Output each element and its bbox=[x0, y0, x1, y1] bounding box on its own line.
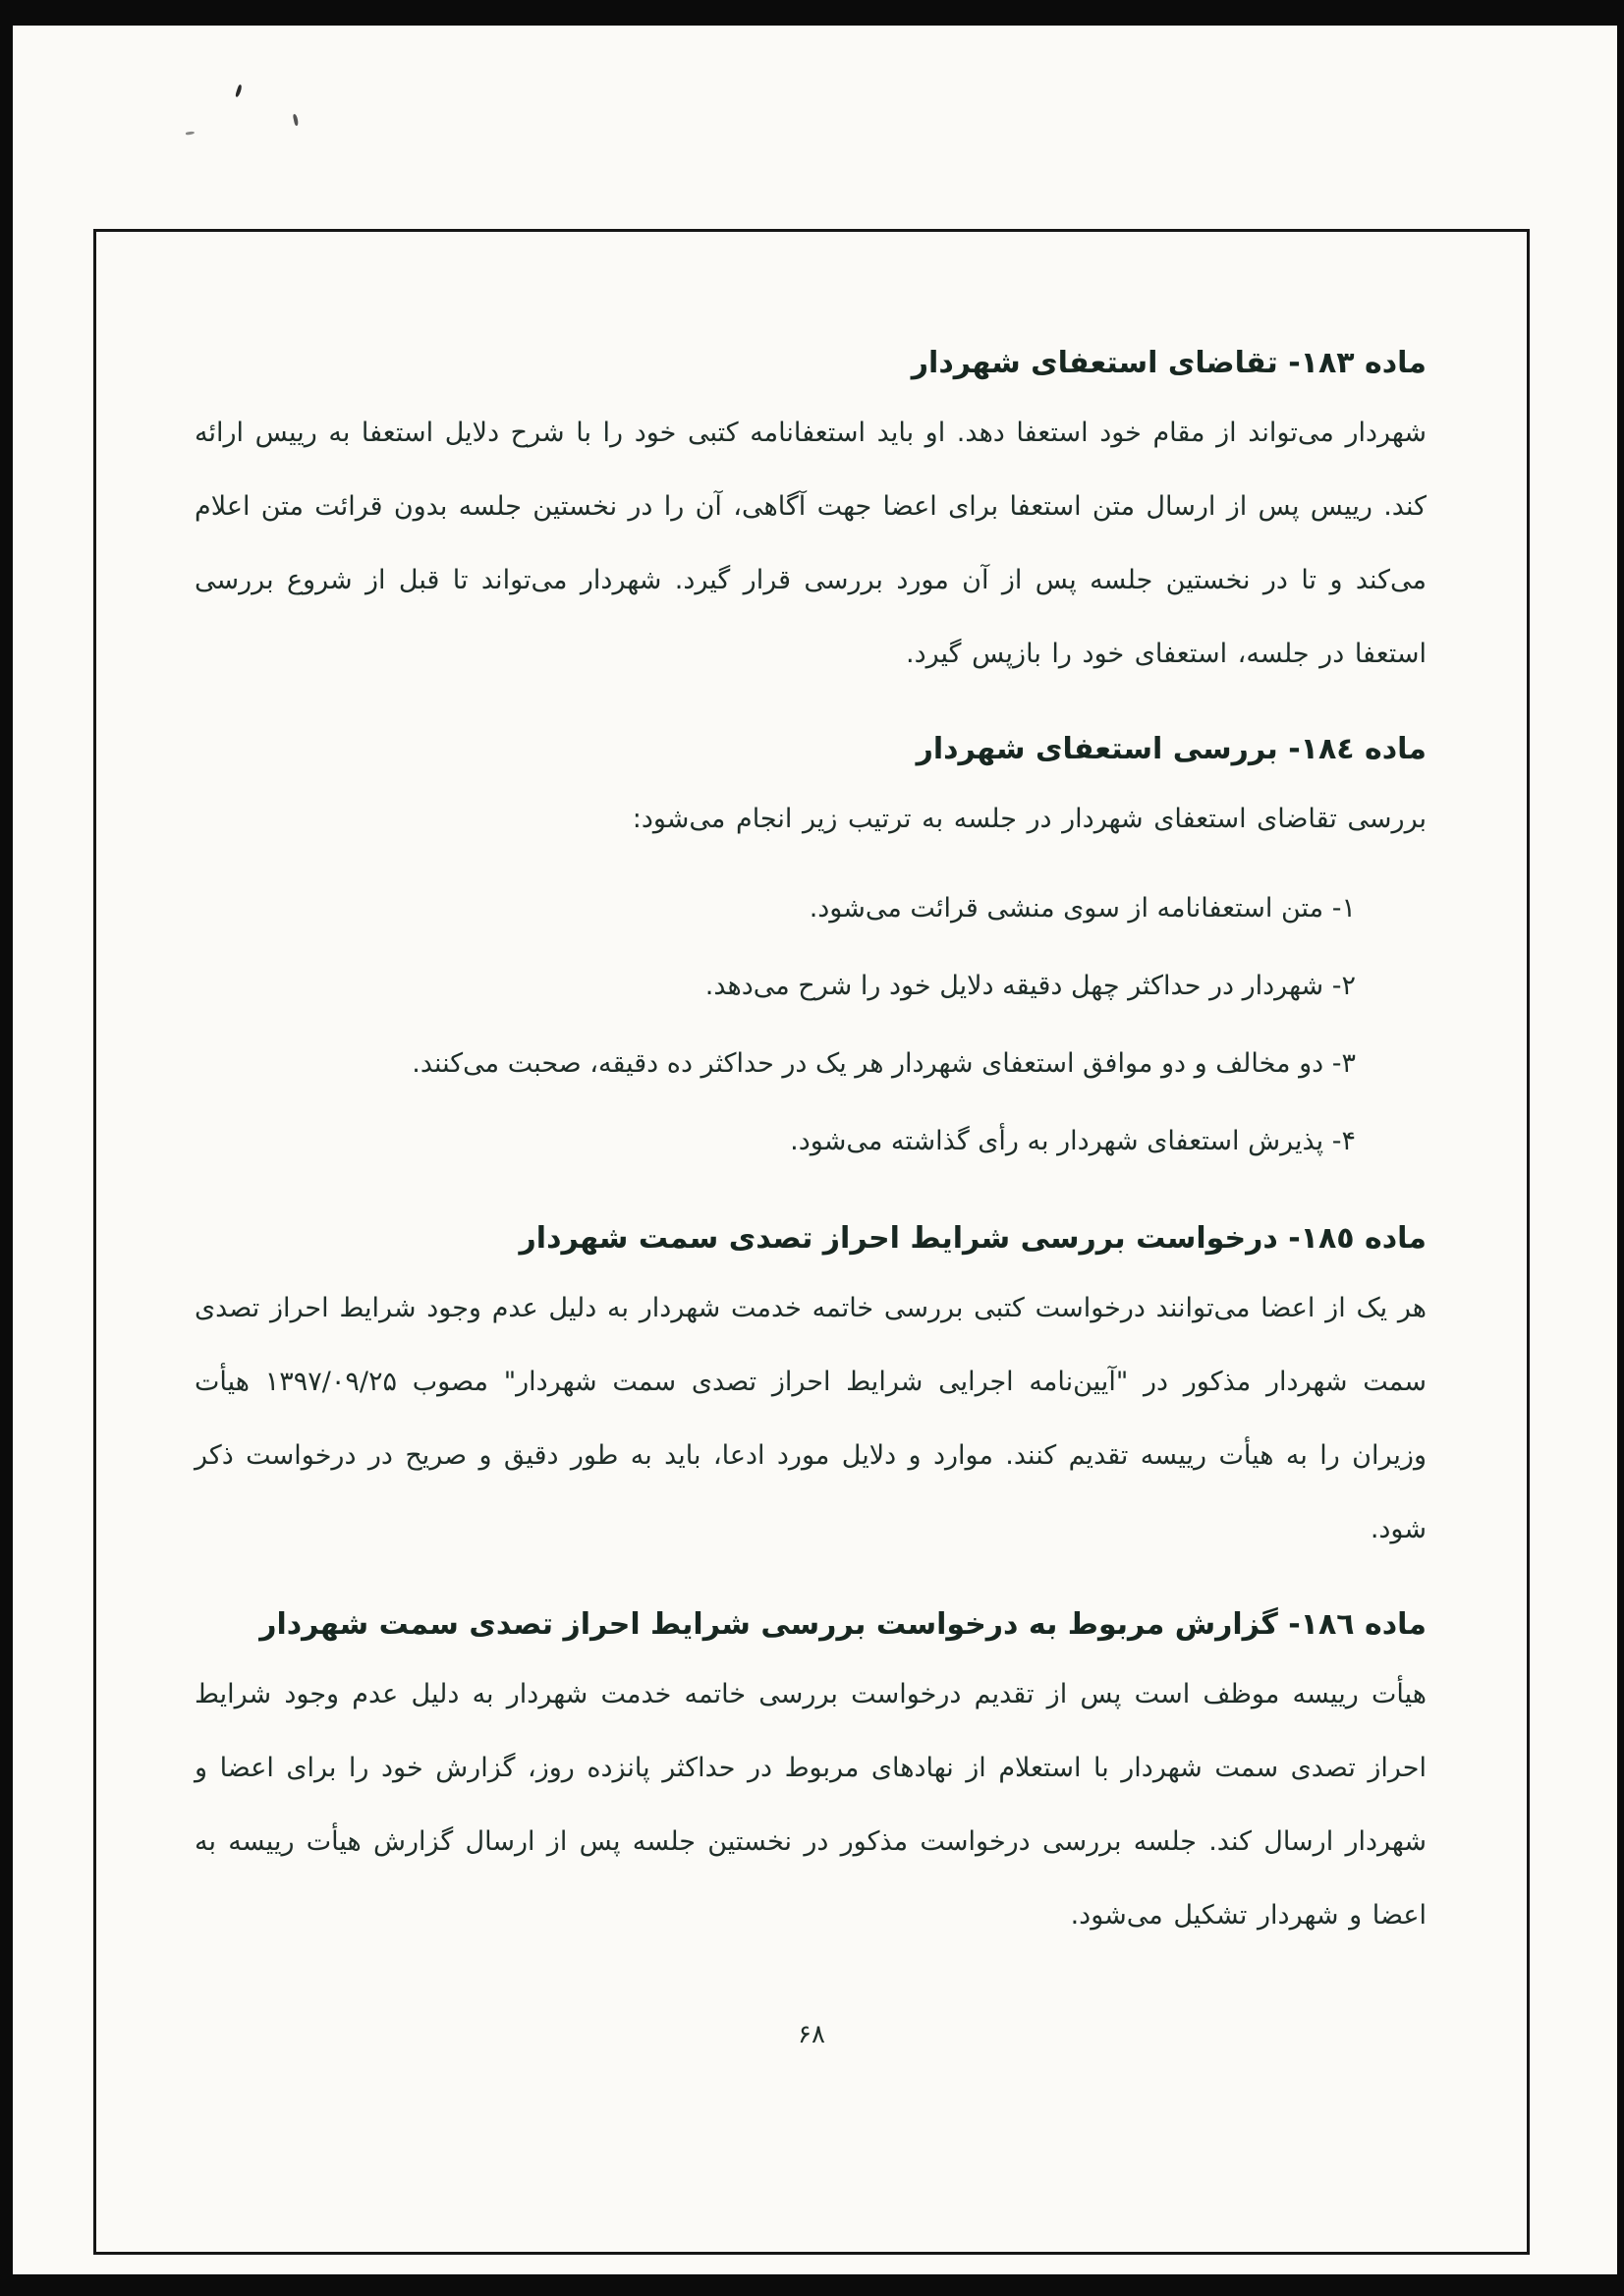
article-186-body: هیأت رییسه موظف است پس از تقدیم درخواست بررسی خاتمه خدمت شهردار به دلیل عدم وجود شرایط احراز تصدی سمت شهردار با استعلام از نهادهای مربوط در حداکثر پانزده روز، گزارش خود را برای اعضا و شهردار ارسال کند. جلسه بررسی درخواست مذکور در نخستین جلسه پس از ارسال گزارش هیأت رییسه به اعضا و شهردار تشکیل می‌شود. bbox=[195, 1679, 1427, 1931]
pen-mark bbox=[235, 84, 243, 98]
article-184 bbox=[195, 732, 1427, 1180]
list-item: ۳- دو مخالف و دو موافق استعفای شهردار هر یک در حداکثر ده دقیقه، صحبت می‌کنند. bbox=[412, 1048, 1356, 1079]
article-185 bbox=[195, 1221, 1427, 1566]
article-186 bbox=[195, 1607, 1427, 1952]
article-184-intro: بررسی تقاضای استعفای شهردار در جلسه به ترتیب زیر انجام می‌شود: bbox=[632, 804, 1427, 834]
article-186-title: ماده ١٨٦- گزارش مربوط به درخواست بررسی شرایط احراز تصدی سمت شهردار bbox=[259, 1607, 1427, 1642]
resignation-steps-list bbox=[195, 856, 1427, 1180]
article-185-title: ماده ١٨٥- درخواست بررسی شرایط احراز تصدی سمت شهردار bbox=[519, 1221, 1427, 1256]
article-184-title: ماده ١٨٤- بررسی استعفای شهردار bbox=[916, 732, 1427, 766]
paper bbox=[13, 26, 1617, 2274]
list-item: ۴- پذیرش استعفای شهردار به رأی گذاشته می‌شود. bbox=[790, 1126, 1356, 1156]
pen-mark bbox=[293, 114, 299, 127]
pen-mark bbox=[186, 131, 195, 135]
article-183 bbox=[195, 346, 1427, 691]
article-183-body: شهردار می‌تواند از مقام خود استعفا دهد. او باید استعفانامه کتبی خود را با شرح دلایل استعفا به رییس ارائه کند. رییس پس از ارسال متن استعفا برای اعضا جهت آگاهی، آن را در نخستین جلسه بدون قرائت متن اعلام می‌کند و تا در نخستین جلسه پس از آن مورد بررسی قرار گیرد. شهردار می‌تواند تا قبل از شروع بررسی استعفا در جلسه، استعفای خود را بازپس گیرد. bbox=[195, 418, 1427, 669]
page-number: ۶۸ bbox=[798, 2020, 825, 2049]
list-item: ۱- متن استعفانامه از سوی منشی قرائت می‌شود. bbox=[809, 893, 1356, 924]
article-185-body: هر یک از اعضا می‌توانند درخواست کتبی بررسی خاتمه خدمت شهردار به دلیل عدم وجود شرایط احراز تصدی سمت شهردار مذکور در "آیین‌نامه اجرایی شرایط احراز تصدی سمت شهردار" مصوب ۱۳۹۷/۰۹/۲۵ هیأت وزیران را به هیأت رییسه تقدیم کنند. موارد و دلایل مورد ادعا، باید به طور دقیق و صریح در درخواست ذکر شود. bbox=[195, 1293, 1427, 1544]
page-frame bbox=[93, 229, 1530, 2255]
article-183-title: ماده ۱۸۳- تقاضای استعفای شهردار bbox=[911, 346, 1427, 380]
list-item: ۲- شهردار در حداکثر چهل دقیقه دلایل خود را شرح می‌دهد. bbox=[704, 971, 1356, 1001]
